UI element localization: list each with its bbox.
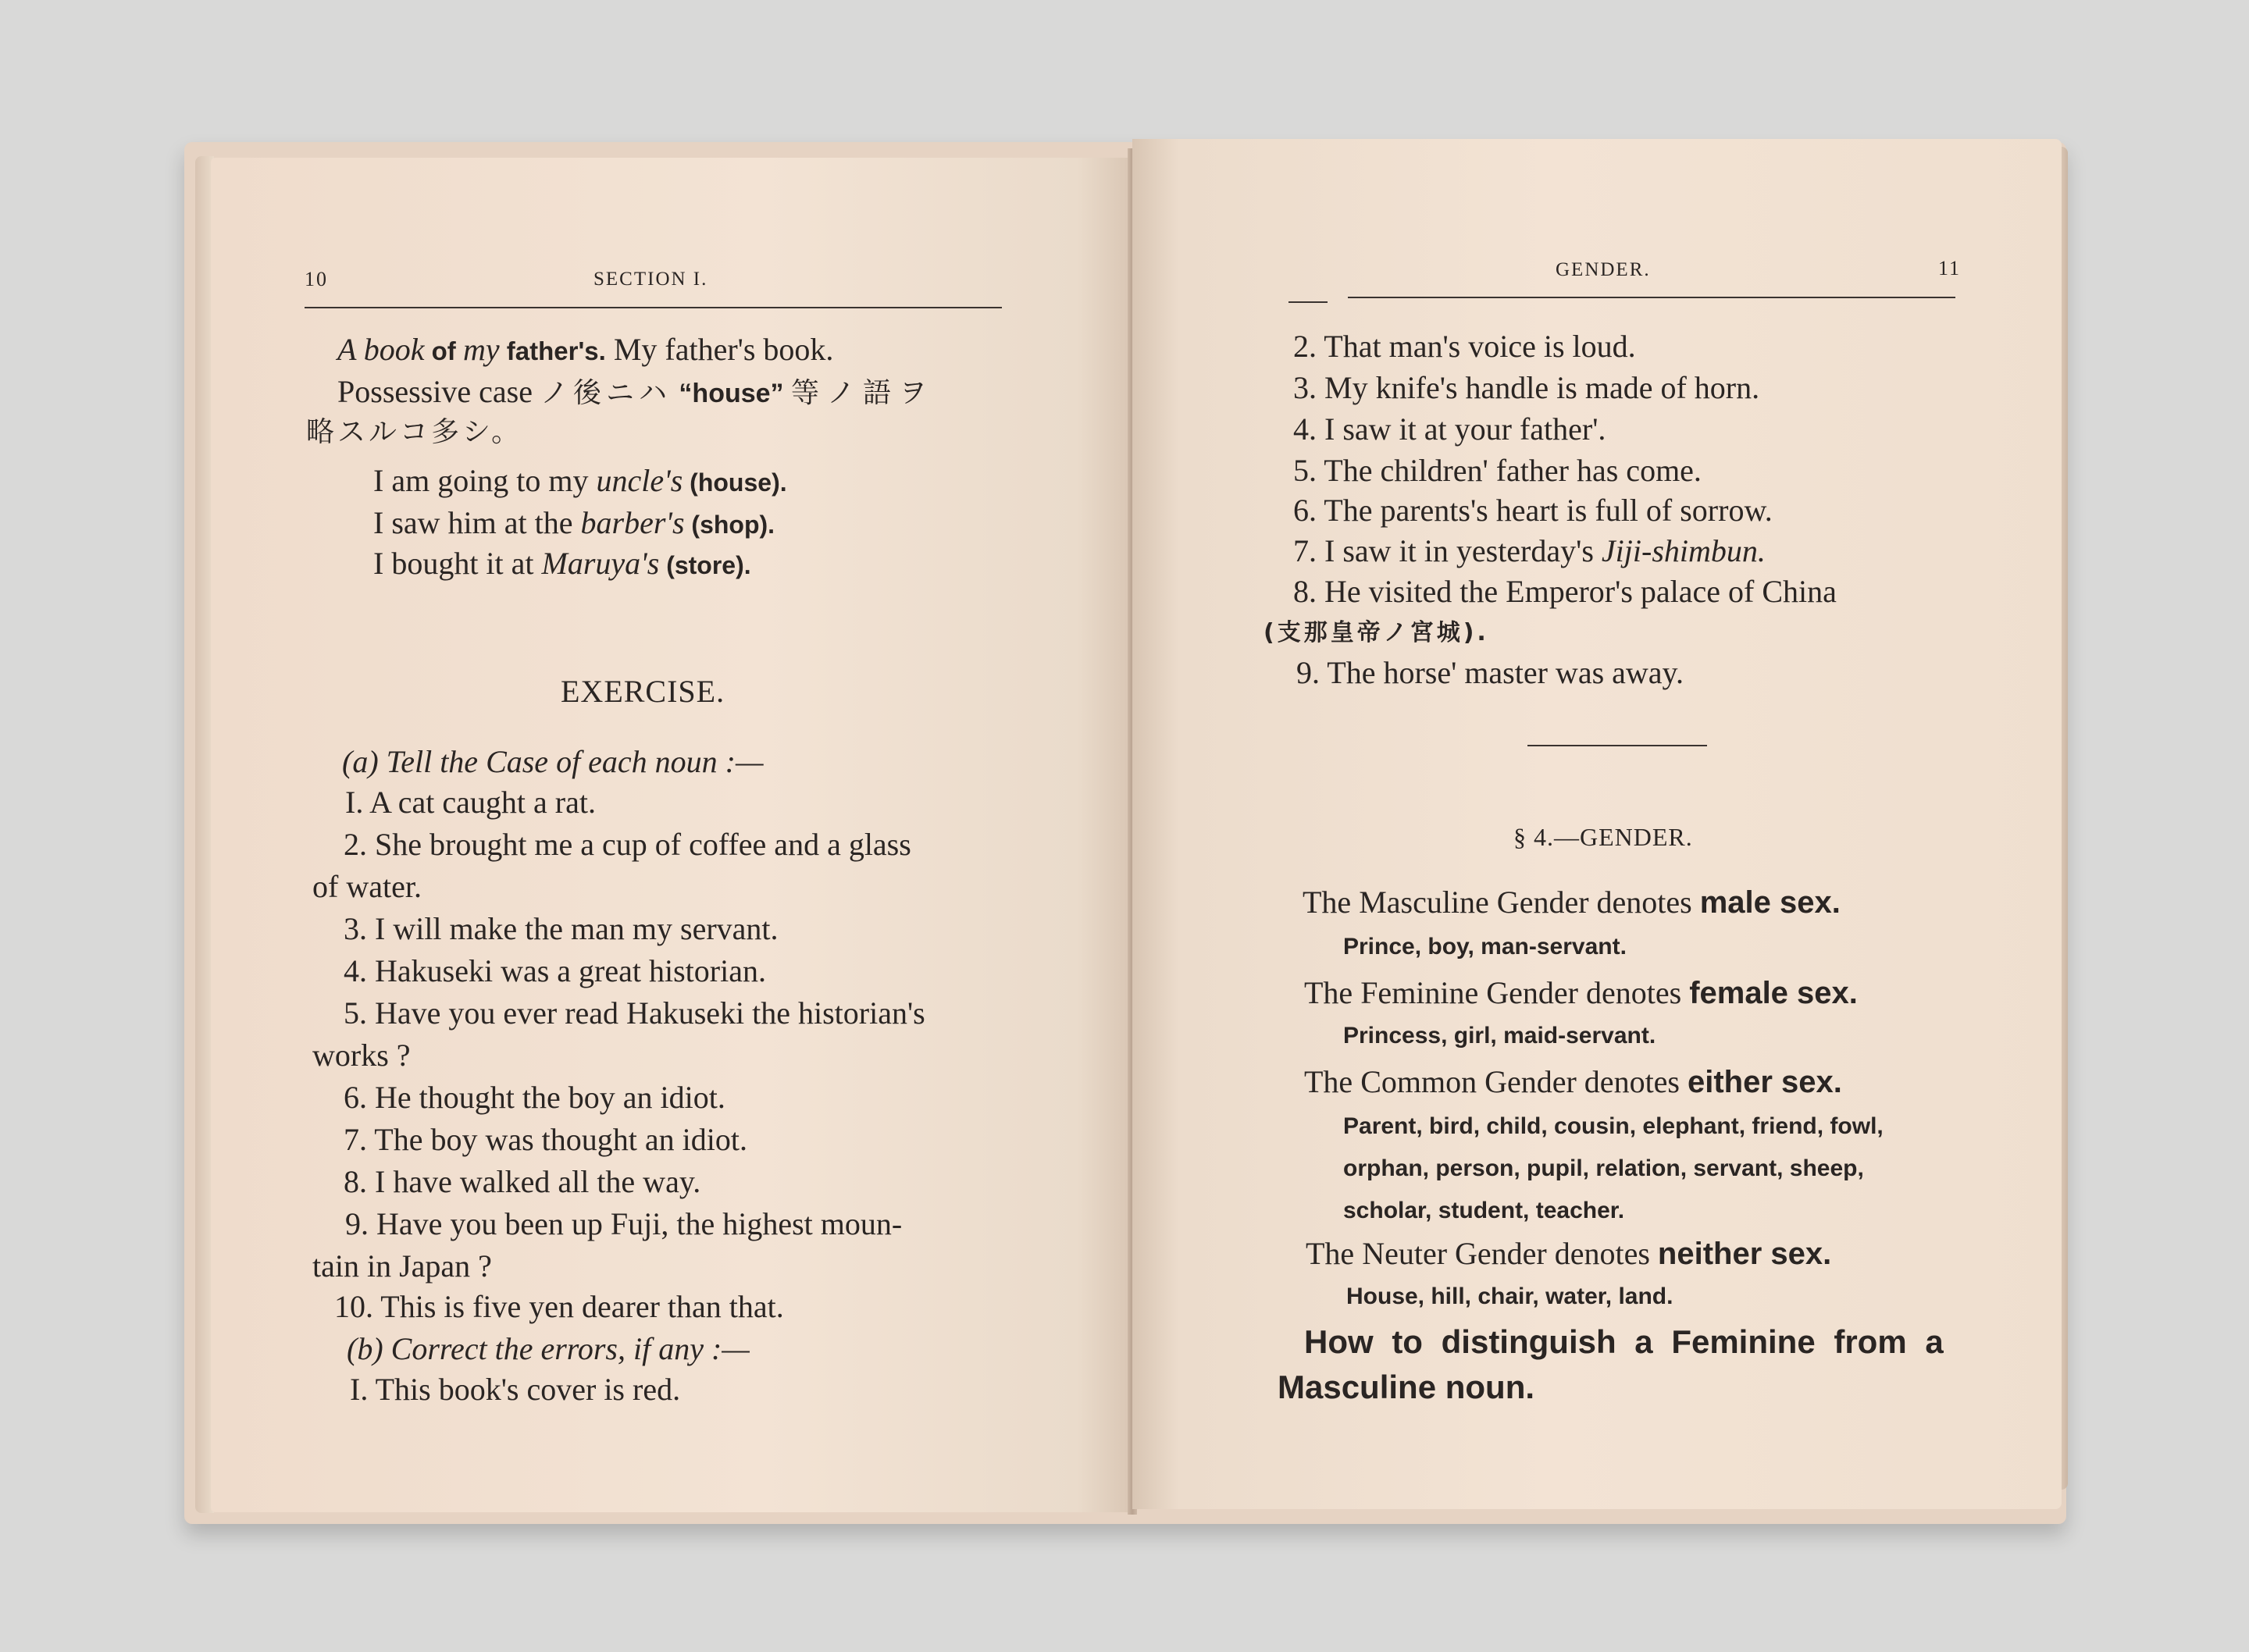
exercise-line: 6. The parents's heart is full of sorrow. bbox=[1293, 493, 1773, 528]
text: 7. I saw it in yesterday's bbox=[1293, 533, 1602, 568]
bold-text: neither sex. bbox=[1657, 1237, 1832, 1271]
text: The Neuter Gender denotes bbox=[1306, 1236, 1658, 1271]
exercise-line: 3. I will make the man my servant. bbox=[344, 911, 779, 946]
exercise-line: 2. She brought me a cup of coffee and a glass bbox=[344, 827, 911, 862]
exercise-line: tain in Japan ? bbox=[312, 1248, 492, 1284]
how-to-heading-line-1: How to distinguish a Feminine from a bbox=[1304, 1323, 1944, 1360]
instruction-text: Tell the Case of each noun :— bbox=[386, 744, 764, 779]
text: The Masculine Gender denotes bbox=[1303, 885, 1700, 920]
bold-text: (shop). bbox=[684, 511, 775, 539]
right-page-number: 11 bbox=[1938, 257, 1962, 279]
bold-text: (store). bbox=[659, 551, 751, 579]
exercise-line: 7. The boy was thought an idiot. bbox=[344, 1122, 747, 1157]
text: The Feminine Gender denotes bbox=[1304, 975, 1690, 1010]
feminine-definition bbox=[1304, 977, 1858, 1009]
italic-text: uncle's bbox=[596, 463, 683, 498]
left-line-1 bbox=[337, 334, 833, 365]
exercise-line: of water. bbox=[312, 869, 422, 904]
bold-text: father's. bbox=[499, 336, 606, 365]
common-examples-line: scholar, student, teacher. bbox=[1343, 1198, 1625, 1223]
part-label: (b) bbox=[347, 1331, 383, 1366]
text: My father's book. bbox=[605, 332, 834, 367]
neuter-examples: House, hill, chair, water, land. bbox=[1346, 1284, 1673, 1309]
masculine-examples: Prince, boy, man-servant. bbox=[1343, 934, 1627, 960]
exercise-line bbox=[1293, 533, 1766, 568]
italic-text: Jiji-shimbun. bbox=[1601, 533, 1766, 568]
exercise-line: works ? bbox=[312, 1038, 411, 1073]
example-barber bbox=[373, 507, 775, 539]
exercise-line: 3. My knife's handle is made of horn. bbox=[1293, 370, 1760, 405]
japanese-gloss: (支那皇帝ノ宮城). bbox=[1264, 619, 1489, 646]
italic-text: A book bbox=[337, 332, 425, 367]
common-examples-line: Parent, bird, child, cousin, elephant, friend, fowl, bbox=[1343, 1113, 1884, 1139]
left-running-head: SECTION I. bbox=[593, 269, 708, 290]
text: I bought it at bbox=[373, 546, 542, 581]
right-head-rule bbox=[1348, 297, 1955, 298]
example-maruya bbox=[373, 548, 751, 579]
text: The Common Gender denotes bbox=[1304, 1064, 1688, 1099]
italic-text: my bbox=[462, 332, 500, 367]
example-uncle bbox=[373, 465, 787, 497]
part-label: (a) bbox=[342, 744, 379, 779]
left-head-rule bbox=[305, 307, 1002, 308]
neuter-definition bbox=[1306, 1238, 1831, 1269]
common-definition bbox=[1304, 1066, 1842, 1098]
right-running-head: GENDER. bbox=[1556, 259, 1651, 280]
bold-text: (house). bbox=[683, 468, 787, 497]
exercise-line: I. A cat caught a rat. bbox=[345, 785, 596, 820]
text: of bbox=[424, 336, 463, 365]
bold-text: female sex. bbox=[1689, 976, 1858, 1010]
exercise-line: 9. Have you been up Fuji, the highest moun- bbox=[345, 1206, 903, 1241]
bold-text: “house” bbox=[671, 379, 792, 408]
exercise-line: 2. That man's voice is loud. bbox=[1293, 329, 1636, 364]
exercise-line: 8. I have walked all the way. bbox=[344, 1164, 701, 1199]
exercise-line: 5. The children' father has come. bbox=[1293, 453, 1702, 488]
japanese-text: ノ後ニハ bbox=[540, 377, 672, 409]
part-b-instruction bbox=[347, 1333, 750, 1365]
section-heading: § 4.—GENDER. bbox=[1513, 823, 1693, 851]
italic-text: barber's bbox=[580, 505, 685, 540]
left-line-3-japanese: 略スルコ多シ。 bbox=[306, 416, 523, 448]
exercise-line: 10. This is five yen dearer than that. bbox=[334, 1289, 784, 1324]
exercise-line: 5. Have you ever read Hakuseki the historian's bbox=[344, 995, 925, 1031]
text: I saw him at the bbox=[373, 505, 581, 540]
text: I am going to my bbox=[373, 463, 597, 498]
exercise-line: I. This book's cover is red. bbox=[350, 1372, 681, 1407]
common-examples-line: orphan, person, pupil, relation, servant, sheep, bbox=[1343, 1155, 1864, 1181]
exercise-title: EXERCISE. bbox=[561, 674, 725, 709]
instruction-text: Correct the errors, if any :— bbox=[390, 1331, 750, 1366]
left-page-number: 10 bbox=[305, 268, 328, 290]
bold-text: either sex. bbox=[1688, 1065, 1842, 1099]
exercise-line: 8. He visited the Emperor's palace of China bbox=[1293, 574, 1837, 609]
right-head-rule-short bbox=[1288, 301, 1328, 303]
exercise-line: 4. I saw it at your father'. bbox=[1293, 411, 1606, 447]
how-to-heading-line-2: Masculine noun. bbox=[1278, 1369, 1535, 1405]
exercise-line: 9. The horse' master was away. bbox=[1296, 655, 1684, 690]
bold-text: male sex. bbox=[1699, 885, 1841, 920]
text: Possessive case bbox=[337, 374, 540, 409]
part-a-instruction bbox=[342, 746, 764, 778]
exercise-line: 6. He thought the boy an idiot. bbox=[344, 1080, 725, 1115]
masculine-definition bbox=[1303, 887, 1841, 918]
left-line-2 bbox=[337, 376, 935, 408]
japanese-text: 等ノ語ヲ bbox=[791, 377, 936, 409]
section-divider bbox=[1527, 745, 1707, 746]
exercise-line: 4. Hakuseki was a great historian. bbox=[344, 953, 766, 988]
feminine-examples: Princess, girl, maid-servant. bbox=[1343, 1023, 1656, 1049]
italic-text: Maruya's bbox=[541, 546, 660, 581]
